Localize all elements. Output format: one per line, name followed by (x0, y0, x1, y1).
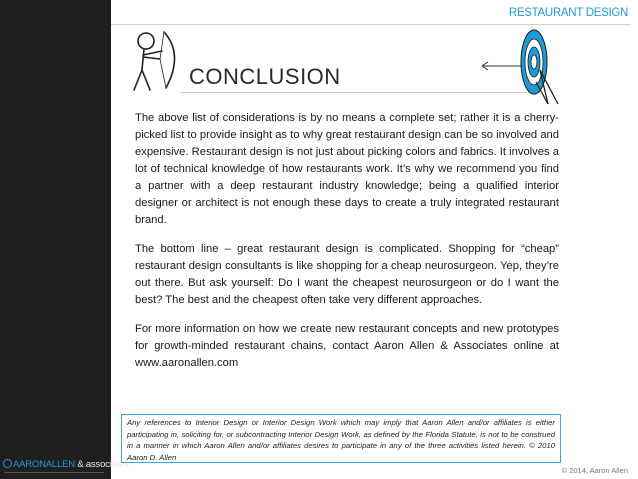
logo-underline (4, 472, 104, 473)
page-title: CONCLUSION (189, 64, 341, 89)
legal-disclaimer: Any references to Interior Design or Interior Design Work which may imply that Aaron Allen and/or affiliates is either participating in, soliciting for, or subcontracting Interior Design Work, as defined by the Florida Statute, is not to be construed in a manner in which Aaron Allen and/or affiliates desires to participate in any of the three activities listed herein. © 2010 Aaron D. Allen (121, 414, 561, 463)
paragraph-bottom-line: The bottom line – great restaurant design is complicated. Shopping for “cheap” restaurant design consultants is like shopping for a cheap neurosurgeon. Yep, they’re out there. But ask yourself: Do I want the cheapest neurosurgeon or do I want the best? The best and the cheapest often take very different approaches. (135, 243, 559, 306)
logo-name: AARONALLEN (13, 459, 75, 470)
section-label: RESTAURANT DESIGN (508, 7, 628, 19)
paragraph-contact: For more information on how we create new restaurant concepts and new prototypes for growth-minded restaurant chains, contact Aaron Allen & Associates online at www.aaronallen.com (135, 323, 559, 369)
stick-figure-archer-icon (120, 28, 190, 96)
dark-sidebar (0, 0, 111, 479)
logo-suffix: & associates (74, 459, 129, 470)
company-logo (3, 459, 129, 470)
paragraph-considerations: The above list of considerations is by no means a complete set; rather it is a cherry-picked list to provide insight as to why great restaurant design can be so involved and expensive. Restaurant design is not just about picking colors and fabrics. It involves a lot of technical knowledge of how restaurants work. It’s why we recommend you find a partner with a deep restaurant industry knowledge; being a qualified interior designer or architect is not enough these days to create a truly integrated restaurant brand. (135, 112, 559, 226)
bullseye-target-icon (476, 24, 564, 106)
copyright-notice: © 2014, Aaron Allen (561, 466, 628, 475)
logo-mark-icon (3, 459, 12, 468)
conclusion-body (135, 110, 559, 384)
